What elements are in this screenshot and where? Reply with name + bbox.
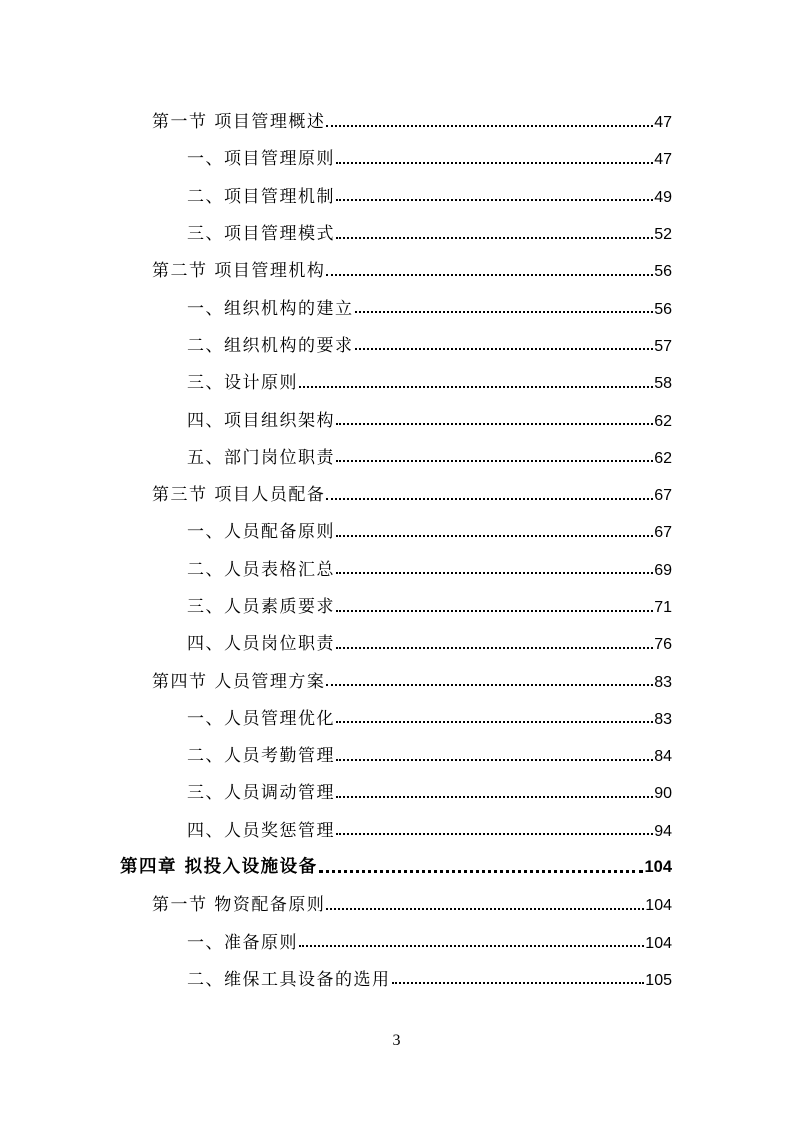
toc-entry-page-number: 76 [654, 636, 672, 654]
toc-entry-content [152, 667, 672, 692]
toc-entry-label: 第一节 物资配备原则 [152, 895, 326, 916]
toc-dot-leader [336, 535, 653, 537]
toc-entry-label: 二、维保工具设备的选用 [187, 969, 391, 990]
toc-entry-page-number: 84 [654, 748, 672, 766]
toc-entry-content [187, 368, 672, 393]
toc-entry-content [187, 294, 672, 319]
toc-entry-page-number: 62 [654, 412, 672, 430]
toc-entry-content [187, 816, 672, 841]
toc-entry-page-number: 52 [654, 226, 672, 244]
toc-entry-label: 二、组织机构的要求 [187, 335, 354, 356]
toc-entry-content [187, 219, 672, 244]
toc-dot-leader [299, 386, 653, 388]
toc-entry-page-number: 105 [645, 971, 672, 989]
toc-entry-item[interactable] [0, 810, 793, 847]
toc-entry-item[interactable] [0, 213, 793, 250]
toc-entry-page-number: 83 [654, 710, 672, 728]
toc-entry-page-number: 69 [654, 561, 672, 579]
toc-entry-content [152, 890, 672, 915]
toc-dot-leader [336, 647, 653, 649]
toc-entry-item[interactable] [0, 922, 793, 959]
toc-entry-content [187, 182, 672, 207]
toc-dot-leader [336, 796, 653, 798]
toc-dot-leader [392, 982, 645, 984]
toc-dot-leader [355, 348, 654, 350]
toc-entry-item[interactable] [0, 772, 793, 809]
toc-entry-label: 一、项目管理原则 [187, 149, 335, 170]
toc-entry-label: 四、人员岗位职责 [187, 634, 335, 655]
toc-entry-content [187, 555, 672, 580]
toc-entry-label: 四、项目组织架构 [187, 410, 335, 431]
toc-entry-content [187, 517, 672, 542]
toc-entry-content [152, 107, 672, 132]
toc-entry-label: 三、人员素质要求 [187, 597, 335, 617]
toc-entry-item[interactable] [0, 399, 793, 436]
toc-entry-item[interactable] [0, 735, 793, 772]
toc-entry-page-number: 57 [654, 337, 672, 355]
toc-dot-leader [326, 498, 653, 500]
toc-entry-section[interactable] [0, 660, 793, 697]
toc-entry-label: 二、人员表格汇总 [187, 559, 335, 580]
toc-entry-content [152, 256, 672, 281]
toc-entry-content [120, 853, 672, 878]
toc-entry-page-number: 67 [654, 524, 672, 542]
toc-entry-label: 一、准备原则 [187, 932, 298, 953]
toc-dot-leader [336, 610, 653, 612]
toc-entry-content [187, 741, 672, 766]
toc-dot-leader [336, 759, 653, 761]
toc-entry-label: 四、人员奖惩管理 [187, 820, 335, 841]
toc-dot-leader [336, 423, 653, 425]
table-of-contents [0, 101, 793, 996]
toc-dot-leader [336, 460, 653, 462]
toc-entry-label: 第二节 项目管理机构 [152, 261, 326, 282]
toc-entry-item[interactable] [0, 623, 793, 660]
toc-dot-leader [336, 721, 653, 723]
toc-entry-page-number: 47 [654, 151, 672, 169]
toc-entry-item[interactable] [0, 511, 793, 548]
toc-entry-page-number: 90 [654, 785, 672, 803]
toc-entry-item[interactable] [0, 362, 793, 399]
toc-entry-page-number: 62 [654, 449, 672, 467]
toc-dot-leader [319, 870, 644, 873]
toc-entry-page-number: 71 [654, 599, 672, 616]
toc-entry-label: 第三节 项目人员配备 [152, 485, 326, 506]
toc-entry-label: 第一节 项目管理概述 [152, 112, 326, 133]
toc-entry-content [187, 331, 672, 356]
toc-entry-content [187, 406, 672, 431]
toc-entry-page-number: 56 [654, 263, 672, 281]
toc-entry-page-number: 94 [654, 822, 672, 840]
toc-entry-content [152, 480, 672, 505]
toc-entry-section[interactable] [0, 101, 793, 138]
toc-entry-item[interactable] [0, 959, 793, 996]
toc-entry-item[interactable] [0, 287, 793, 324]
toc-dot-leader [355, 311, 654, 313]
toc-entry-item[interactable] [0, 325, 793, 362]
toc-entry-item[interactable] [0, 549, 793, 586]
toc-entry-item[interactable] [0, 586, 793, 623]
toc-entry-page-number: 104 [644, 858, 672, 877]
toc-dot-leader [326, 274, 653, 276]
toc-entry-content [187, 629, 672, 654]
toc-entry-label: 五、部门岗位职责 [187, 447, 335, 468]
toc-dot-leader [299, 945, 644, 947]
page-number: 3 [392, 1032, 401, 1049]
toc-entry-section[interactable] [0, 250, 793, 287]
toc-entry-item[interactable] [0, 176, 793, 213]
toc-entry-label: 三、人员调动管理 [187, 783, 335, 804]
toc-entry-page-number: 83 [654, 673, 672, 691]
toc-entry-page-number: 58 [654, 375, 672, 393]
toc-entry-section[interactable] [0, 474, 793, 511]
toc-entry-label: 三、项目管理模式 [187, 224, 335, 245]
toc-entry-content [187, 443, 672, 468]
toc-dot-leader [326, 684, 653, 686]
toc-entry-label: 第四章 拟投入设施设备 [120, 857, 318, 878]
toc-entry-page-number: 104 [645, 897, 672, 915]
toc-entry-section[interactable] [0, 884, 793, 921]
toc-entry-chapter[interactable] [0, 847, 793, 884]
toc-dot-leader [326, 908, 644, 910]
toc-entry-page-number: 47 [654, 114, 672, 132]
toc-dot-leader [336, 237, 653, 239]
toc-entry-page-number: 49 [654, 188, 672, 206]
toc-entry-content [187, 928, 672, 953]
toc-entry-label: 一、人员管理优化 [187, 708, 335, 729]
toc-entry-content [187, 704, 672, 729]
toc-entry-label: 二、人员考勤管理 [187, 746, 335, 767]
toc-dot-leader [326, 125, 653, 127]
toc-dot-leader [336, 199, 653, 201]
toc-entry-page-number: 104 [645, 934, 672, 952]
toc-entry-content [187, 965, 672, 990]
toc-entry-page-number: 56 [654, 300, 672, 318]
toc-dot-leader [336, 833, 653, 835]
toc-entry-item[interactable] [0, 138, 793, 175]
toc-entry-item[interactable] [0, 437, 793, 474]
toc-entry-label: 一、组织机构的建立 [187, 298, 354, 319]
toc-entry-content [187, 778, 672, 803]
toc-entry-label: 一、人员配备原则 [187, 522, 335, 543]
toc-dot-leader [336, 572, 653, 574]
toc-entry-label: 二、项目管理机制 [187, 186, 335, 207]
toc-entry-label: 三、设计原则 [187, 373, 298, 394]
toc-entry-content [187, 144, 672, 169]
toc-dot-leader [336, 162, 653, 164]
toc-entry-content [187, 592, 672, 617]
toc-entry-item[interactable] [0, 698, 793, 735]
toc-entry-label: 第四节 人员管理方案 [152, 671, 326, 692]
toc-entry-page-number: 67 [654, 487, 672, 505]
